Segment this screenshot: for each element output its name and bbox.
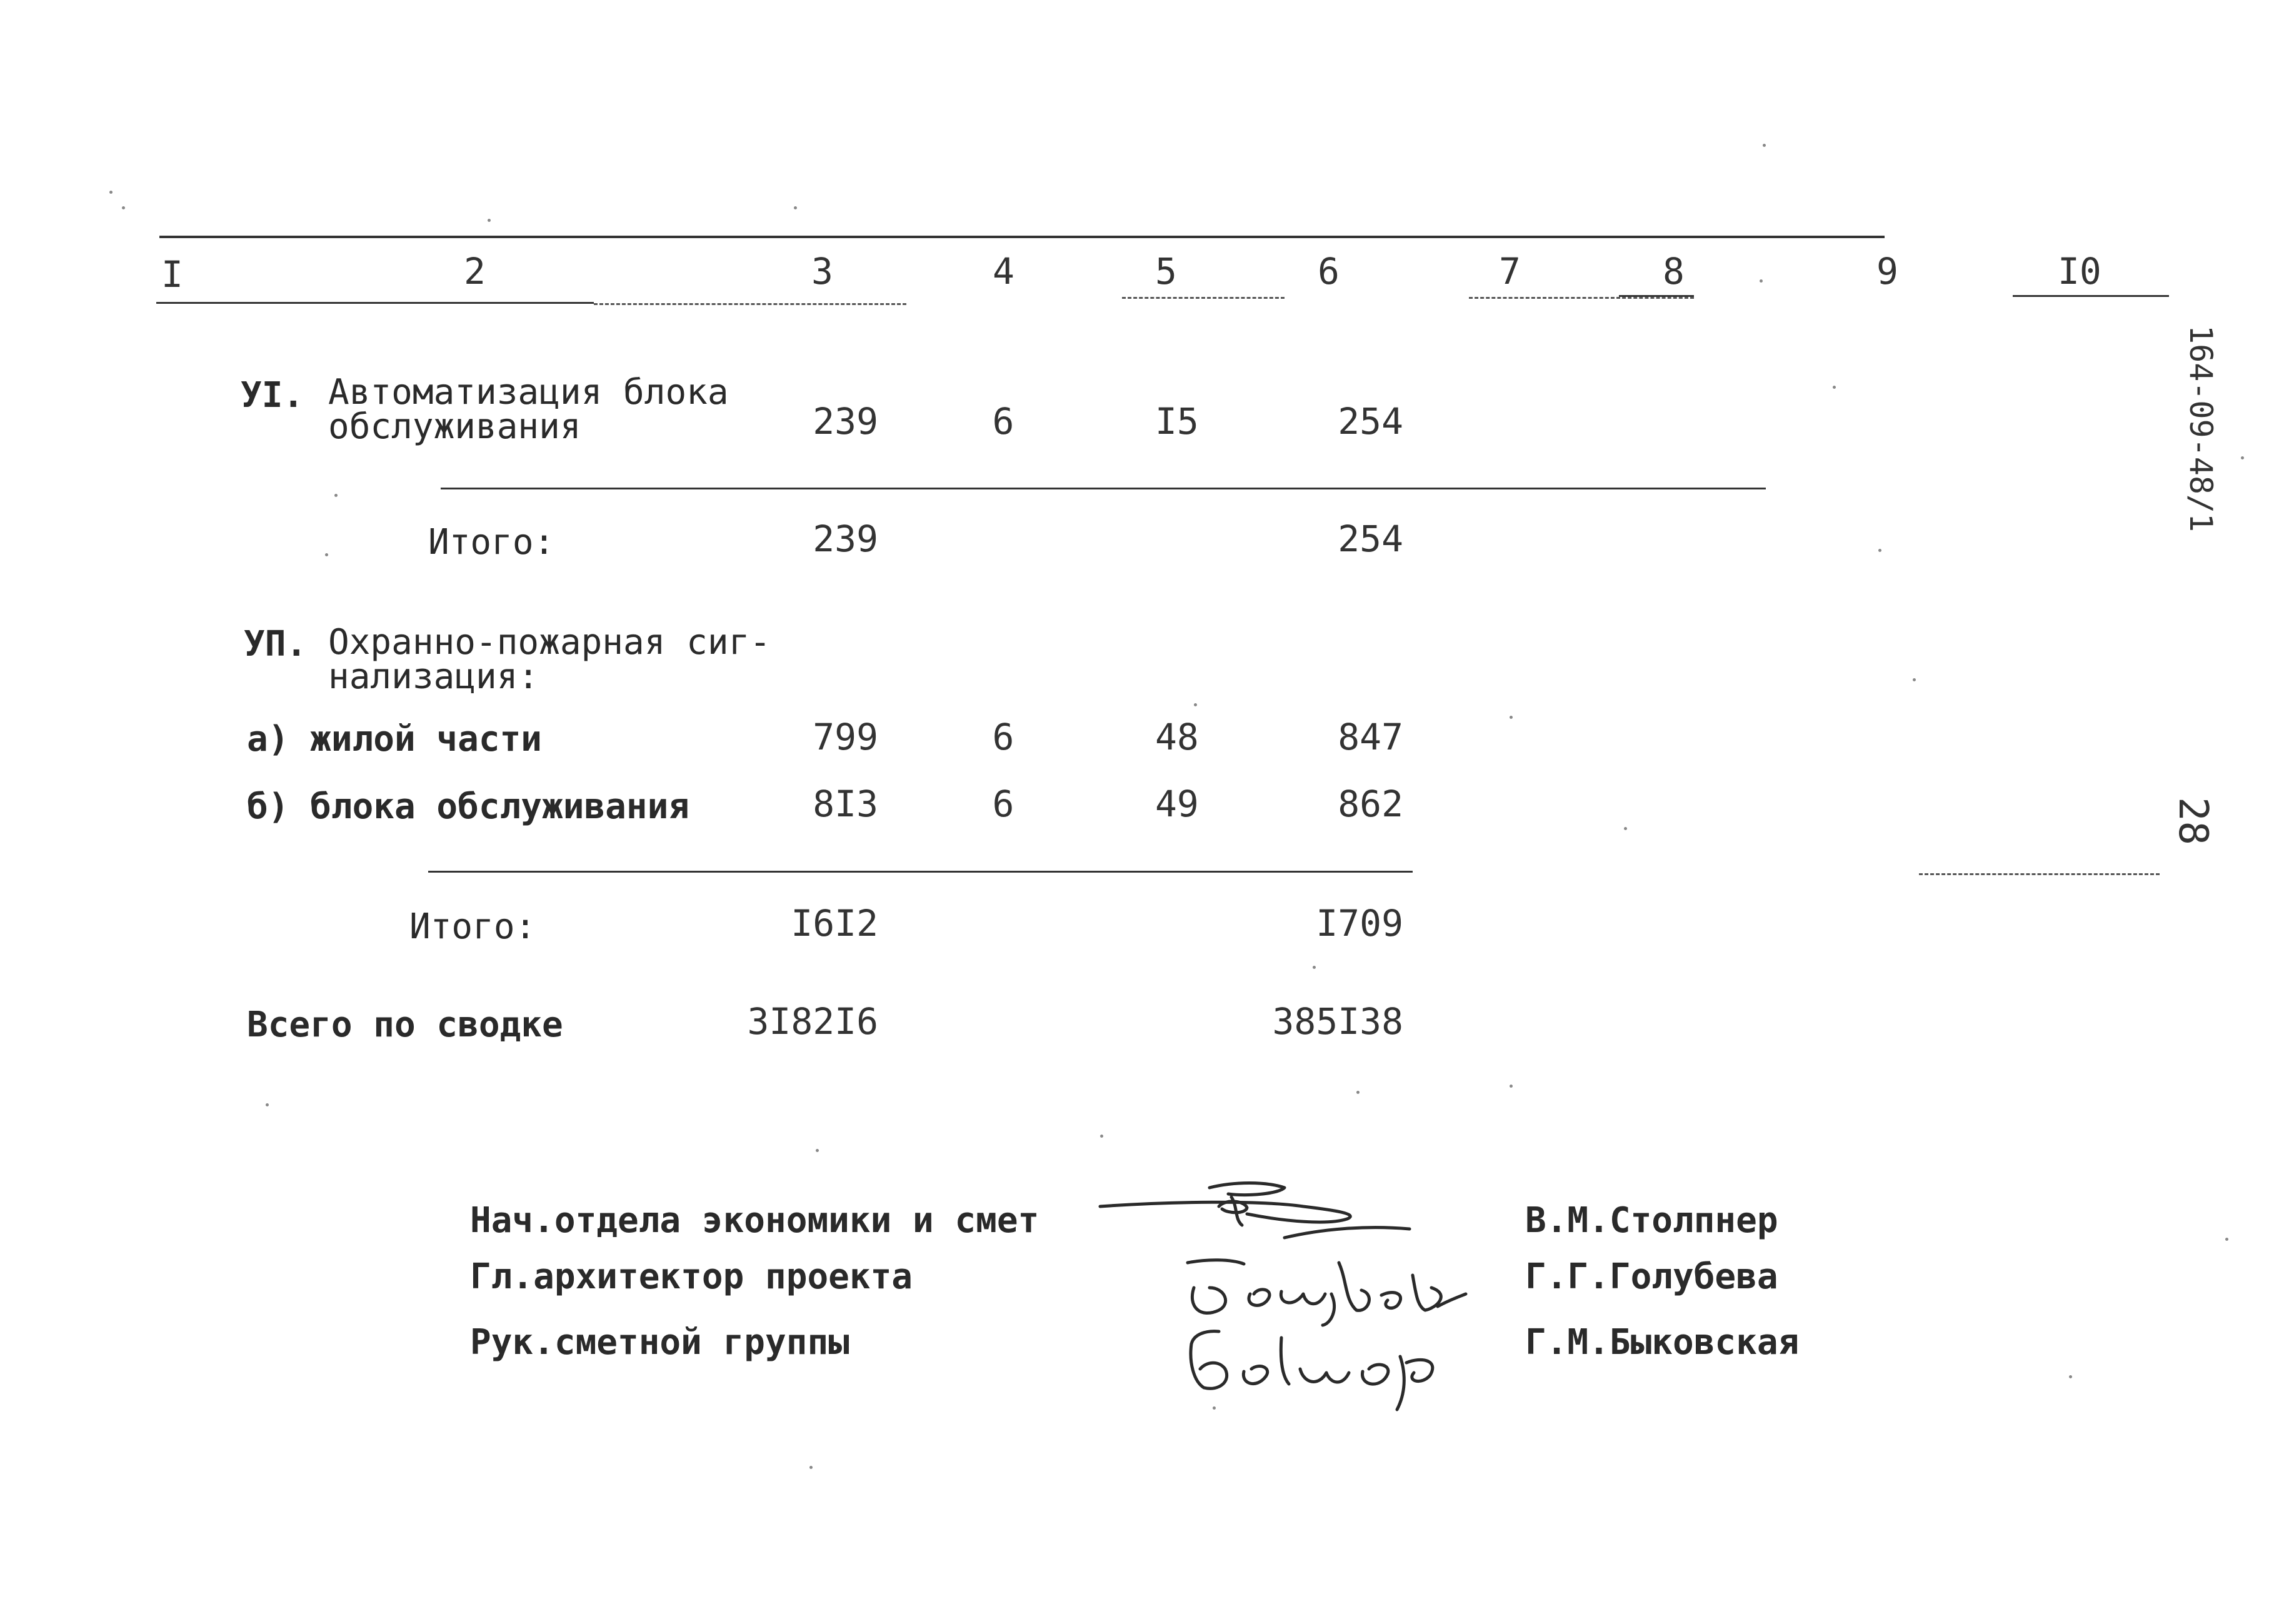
scan-speck [1213, 1406, 1216, 1410]
scan-speck [1356, 1091, 1360, 1094]
section-6-col4: 6 [992, 400, 1014, 443]
grand-total-col3: 3I82I6 [747, 1000, 878, 1043]
document-side-code: 164-09-48/1 [2183, 325, 2219, 533]
page-number: 28 [2170, 797, 2216, 846]
column-header-1: I [161, 253, 183, 296]
header-bottom-rule-col8 [1619, 295, 1694, 297]
section-7-total-col3: I6I2 [791, 902, 878, 945]
scan-speck [1760, 279, 1763, 283]
section-7-row-b-label: б) блока обслуживания [247, 786, 690, 827]
header-top-rule [159, 236, 1885, 238]
column-header-6: 6 [1318, 250, 1340, 293]
section-7-title-line2: нализация: [328, 656, 539, 697]
section-6-col3: 239 [813, 400, 878, 443]
section-7-row-b-col5: 49 [1155, 783, 1199, 825]
section-7-row-b-col3: 8I3 [813, 783, 878, 825]
scan-speck [2225, 1238, 2228, 1241]
scan-speck [1100, 1135, 1103, 1138]
scan-speck [109, 191, 113, 194]
section-6-col5: I5 [1155, 400, 1199, 443]
scan-speck [1510, 716, 1513, 719]
scan-speck [2241, 456, 2244, 459]
scan-speck [1913, 678, 1916, 681]
header-bottom-rule-col5 [1122, 297, 1285, 299]
column-header-2: 2 [464, 250, 486, 293]
signature-1-name: В.М.Столпнер [1525, 1200, 1778, 1241]
handwritten-signature-3 [1181, 1319, 1456, 1413]
scan-speck [1833, 386, 1836, 389]
header-bottom-rule-col10 [2013, 295, 2169, 297]
scan-speck [266, 1103, 269, 1106]
right-margin-dashed-rule [1919, 873, 2160, 875]
scan-speck [488, 219, 491, 222]
handwritten-signature-2 [1175, 1250, 1469, 1325]
column-header-3: 3 [811, 250, 833, 293]
signature-3-name: Г.М.Быковская [1525, 1322, 1800, 1363]
scan-speck [1624, 827, 1627, 830]
section-6-title-line2: обслуживания [328, 406, 581, 447]
section-7-row-a-col6: 847 [1338, 716, 1403, 758]
section-7-total-col6: I709 [1316, 902, 1403, 945]
section-7-row-a-col4: 6 [992, 716, 1014, 758]
section-7-row-b-col6: 862 [1338, 783, 1403, 825]
section-7-total-label: Итого: [409, 906, 536, 947]
column-header-8: 8 [1663, 250, 1685, 293]
scan-speck [1510, 1085, 1513, 1088]
scan-speck [816, 1149, 819, 1152]
signature-2-title: Гл.архитектор проекта [470, 1256, 913, 1297]
signature-3-title: Рук.сметной группы [470, 1322, 849, 1363]
handwritten-signature-1 [1097, 1169, 1422, 1256]
column-header-7: 7 [1499, 250, 1521, 293]
scan-speck [809, 1466, 813, 1469]
section-7-number: УП. [244, 624, 308, 664]
scan-speck [334, 494, 338, 497]
signature-1-title: Нач.отдела экономики и смет [470, 1200, 1039, 1241]
section-6-total-col6: 254 [1338, 518, 1403, 560]
scan-speck [122, 206, 125, 209]
section-7-title-line1: Охранно-пожарная сиг- [328, 622, 771, 663]
scan-speck [794, 206, 797, 209]
section-6-subtotal-rule [441, 488, 1766, 489]
scan-speck [1878, 549, 1881, 552]
column-header-4: 4 [993, 250, 1014, 293]
header-bottom-rule [156, 302, 594, 304]
grand-total-col6: 385I38 [1272, 1000, 1403, 1043]
column-header-5: 5 [1155, 250, 1177, 293]
section-6-total-col3: 239 [813, 518, 878, 560]
scan-speck [325, 553, 328, 556]
column-header-9: 9 [1876, 250, 1898, 293]
header-bottom-rule-col7 [1469, 297, 1694, 299]
scan-speck [1763, 144, 1766, 147]
signature-2-name: Г.Г.Голубева [1525, 1256, 1778, 1297]
section-7-subtotal-rule [428, 871, 1413, 873]
section-7-row-a-label: а) жилой части [247, 719, 543, 759]
section-7-row-b-col4: 6 [992, 783, 1014, 825]
section-7-row-a-col5: 48 [1155, 716, 1199, 758]
column-header-10: I0 [2058, 250, 2101, 293]
scan-speck [1313, 966, 1316, 969]
grand-total-label: Всего по сводке [247, 1005, 563, 1045]
header-bottom-rule-dashed [594, 303, 906, 305]
scan-speck [2069, 1375, 2072, 1378]
scan-speck [1194, 703, 1197, 706]
section-6-title-line1: Автоматизация блока [328, 372, 729, 413]
section-6-number: УI. [241, 375, 304, 416]
section-6-col6: 254 [1338, 400, 1403, 443]
section-6-total-label: Итого: [428, 522, 555, 563]
section-7-row-a-col3: 799 [813, 716, 878, 758]
